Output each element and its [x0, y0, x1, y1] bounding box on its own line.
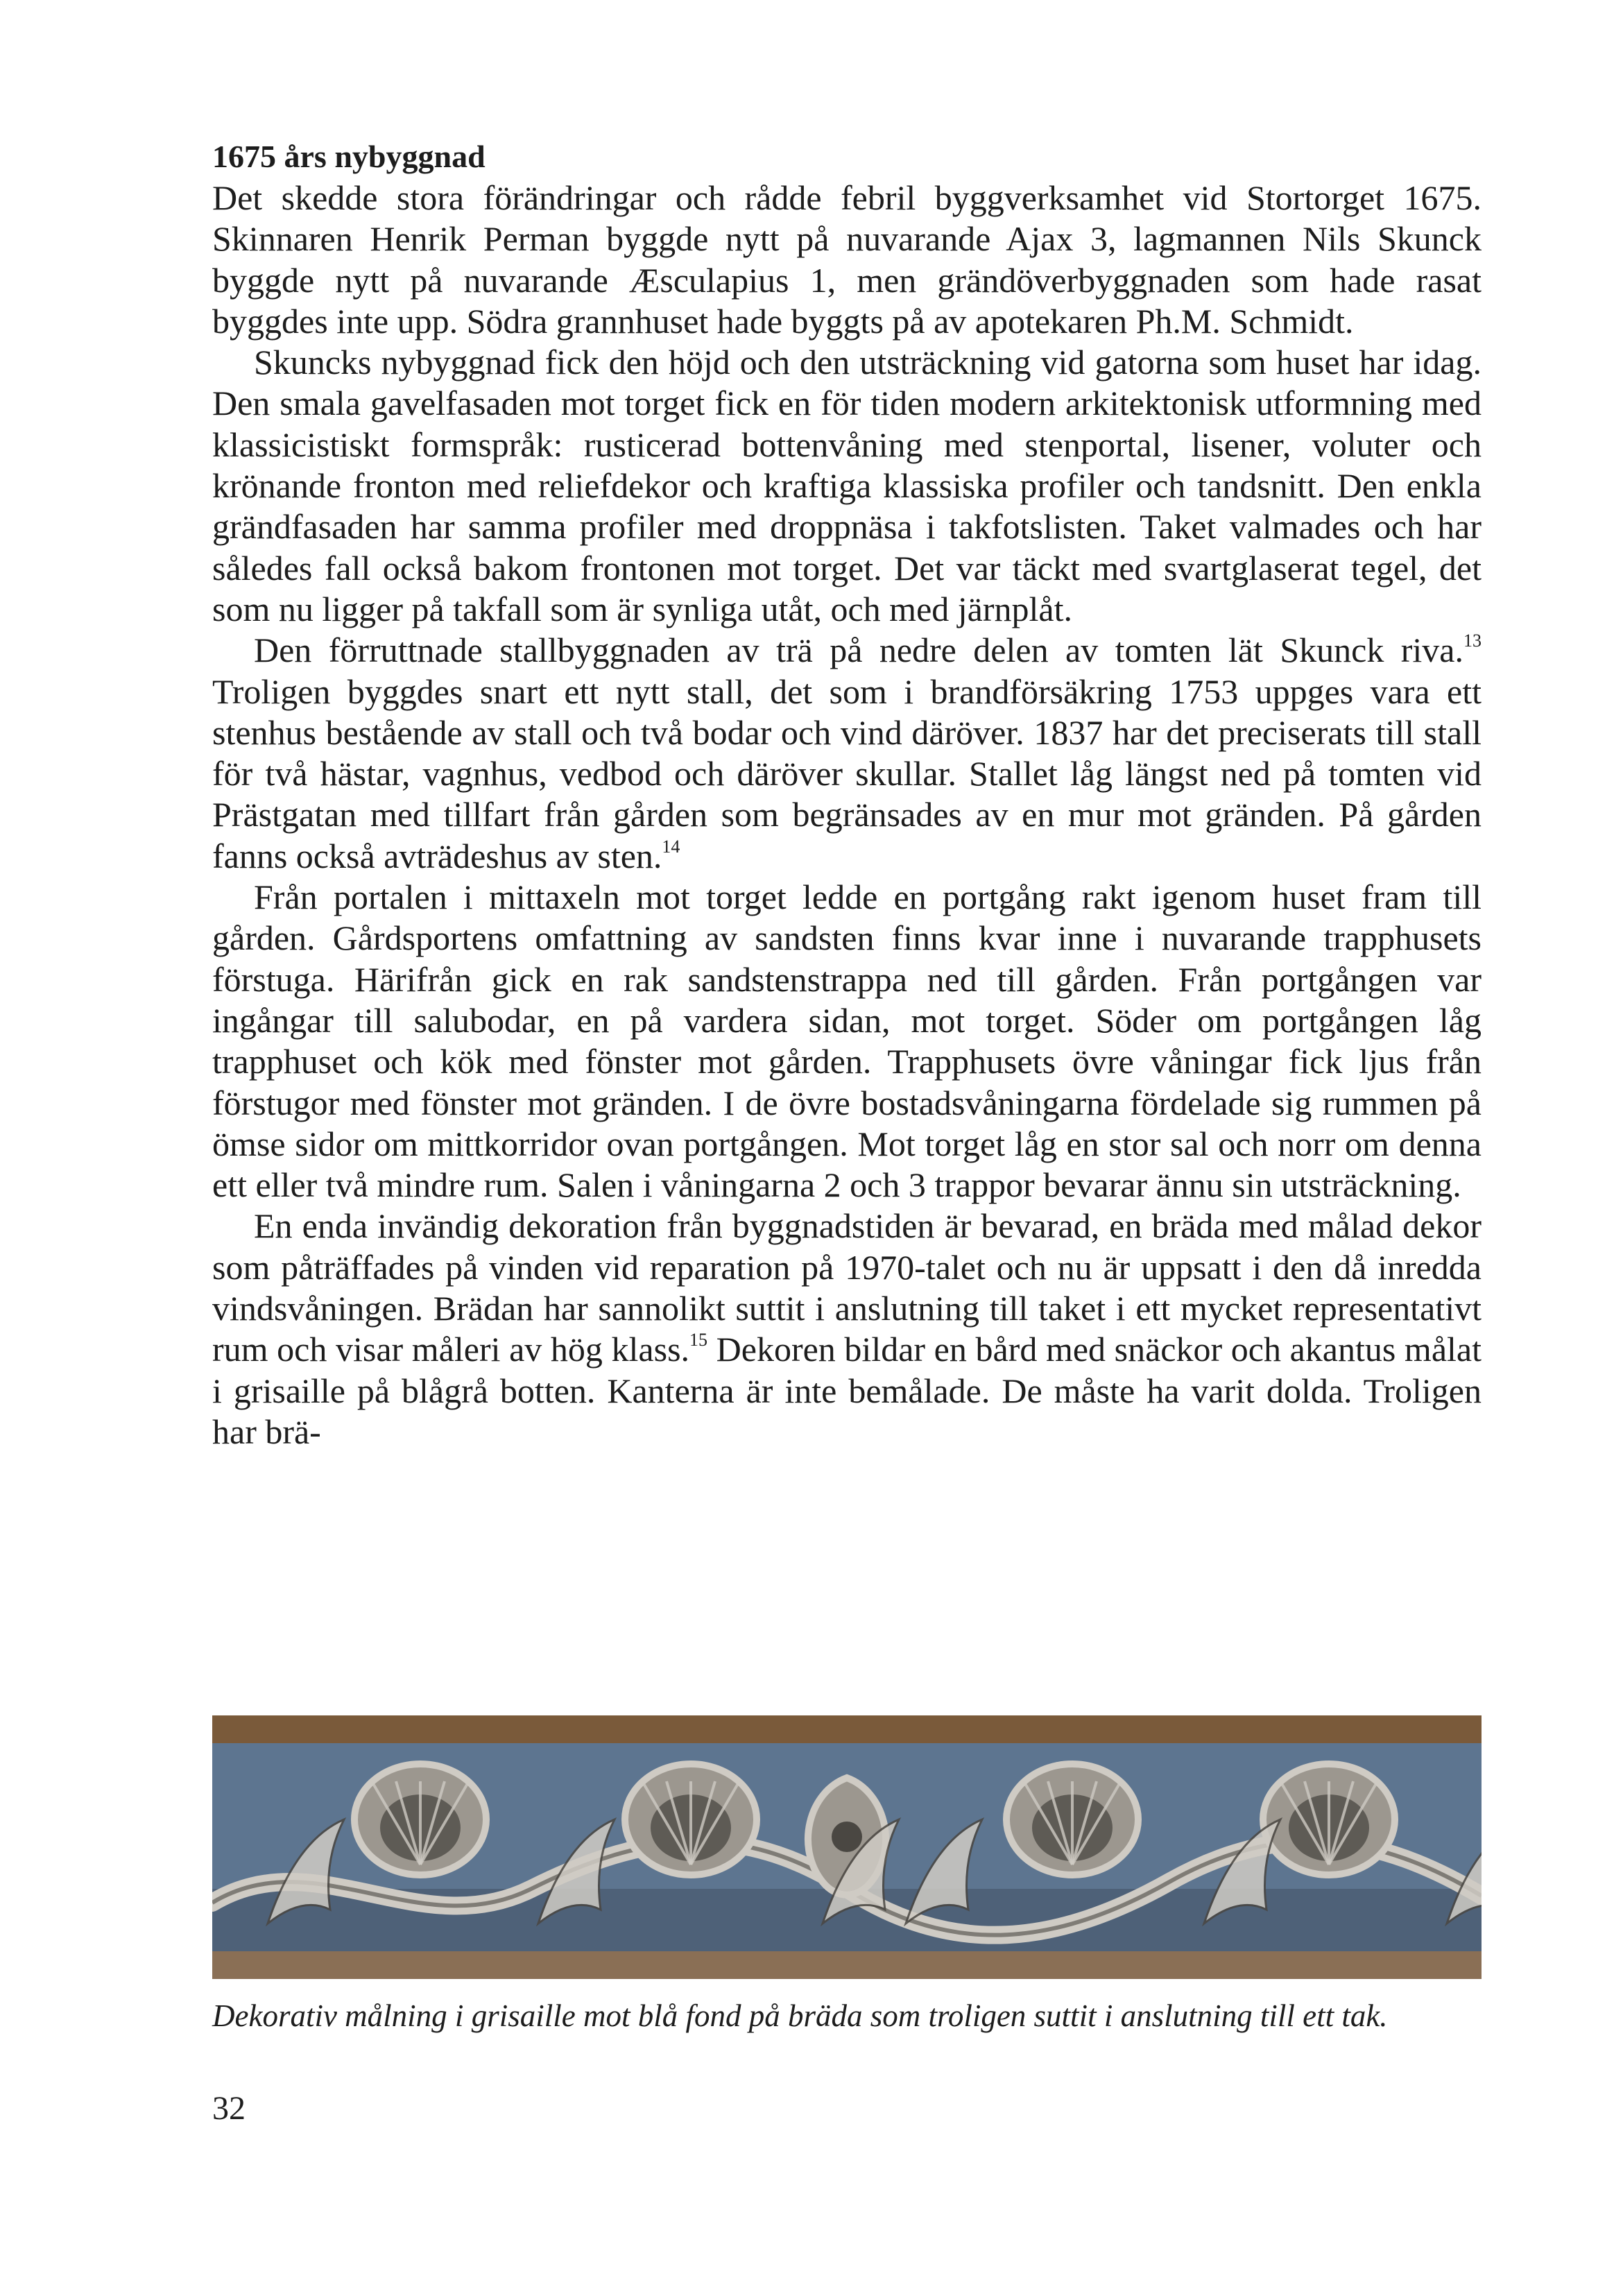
- board-top-edge: [212, 1715, 1482, 1743]
- paragraph-3-text-start: Den förruttnade stallbyggnaden av trä på nedre delen av tomten lät Skunck riva.: [254, 631, 1463, 670]
- cartouche-boss: [832, 1822, 862, 1852]
- paragraph-5: [212, 1206, 1482, 1453]
- paragraph-1: Det skedde stora förändringar och rådde febril byggverksamhet vid Stortorget 1675. Skinnaren Henrik Perman byggde nytt på nuvarande Ajax 3, lagmannen Nils Skunck byggde nytt på nuvarande Æsculapius 1, men grändöverbyggnaden som hade rasat byggdes inte upp. Södra grannhuset hade byggts på av apotekaren Ph.M. Schmidt.: [212, 178, 1482, 341]
- shell-and-acanthus-ornament: [212, 1764, 1482, 1951]
- paragraph-3: [212, 630, 1482, 877]
- footnote-ref-14: 14: [662, 836, 680, 857]
- paragraph-3-text-end: Troligen byggdes snart ett nytt stall, det som i brandförsäkring 1753 uppges vara ett stenhus bestående av stall och två bodar och vind däröver. 1837 har det preciserats till stall för två hästar, vagnhus, vedbod och däröver skullar. Stallet låg längst ned på tomten vid Prästgatan med tillfart från gården som begränsades av en mur mot gränden. På gården fanns också avträdeshus av sten.: [212, 671, 1482, 875]
- body-text: [212, 136, 1482, 1453]
- paragraph-5-text-start: En enda invändig dekoration från byggnadstiden är bevarad, en bräda med målad dekor som påträffades på vinden vid reparation på 1970-talet och nu är uppsatt i den då inredda vindsvåningen. Brädan har sannolikt suttit i anslutning till taket i ett mycket representativt rum och visar måleri av hög klass.: [212, 1206, 1482, 1369]
- footnote-ref-13: 13: [1463, 631, 1482, 651]
- paragraph-5-text-end: Dekoren bildar en bård med snäckor och akantus målat i grisaille på blågrå botten. Kanterna är inte bemålade. De måste ha varit dolda. Troligen har brä-: [212, 1330, 1482, 1451]
- page-number: 32: [212, 2090, 246, 2127]
- paragraph-2: Skuncks nybyggnad fick den höjd och den utsträckning vid gatorna som huset har idag. Den smala gavelfasaden mot torget fick en för tiden modern arkitektonisk utformning med klassicistiskt formspråk: rusticerad bottenvåning med stenportal, lisener, voluter och krönande fronton med reliefdekor och kraftiga klassiska profiler och tandsnitt. Den enkla grändfasaden har samma profiler med droppnäsa i takfotslisten. Taket valmades och har således fall också bakom frontonen mot torget. Det var täckt med svartglaserat tegel, det som nu ligger på takfall som är synliga utåt, och med järnplåt.: [212, 343, 1482, 628]
- paragraph-4: Från portalen i mittaxeln mot torget ledde en portgång rakt igenom huset fram till gården. Gårdsportens omfattning av sandsten finns kvar inne i nuvarande trapphusets förstuga. Härifrån gick en rak sandstenstrappa ned till gården. Från portgången var ingångar till salubodar, en på vardera sidan, mot torget. Söder om portgången låg trapphuset och kök med fönster mot gården. Trapphusets övre våningar fick ljus från förstugor med fönster mot gränden. I de övre bostadsvåningarna fördelade sig rummen på ömse sidor om mittkorridor ovan portgången. Mot torget låg en stor sal och norr om denna ett eller två mindre rum. Salen i våningarna 2 och 3 trappor bevarar ännu sin utsträckning.: [212, 877, 1482, 1205]
- section-heading: 1675 års nybyggnad: [212, 139, 486, 174]
- decorative-board-photo: [212, 1715, 1482, 1979]
- grisaille-frieze-image: [212, 1715, 1482, 1979]
- footnote-ref-15: 15: [689, 1330, 708, 1351]
- board-bottom-edge: [212, 1951, 1482, 1979]
- figure-caption: Dekorativ målning i grisaille mot blå fond på bräda som troligen suttit i anslutning till ett tak.: [212, 1998, 1388, 2033]
